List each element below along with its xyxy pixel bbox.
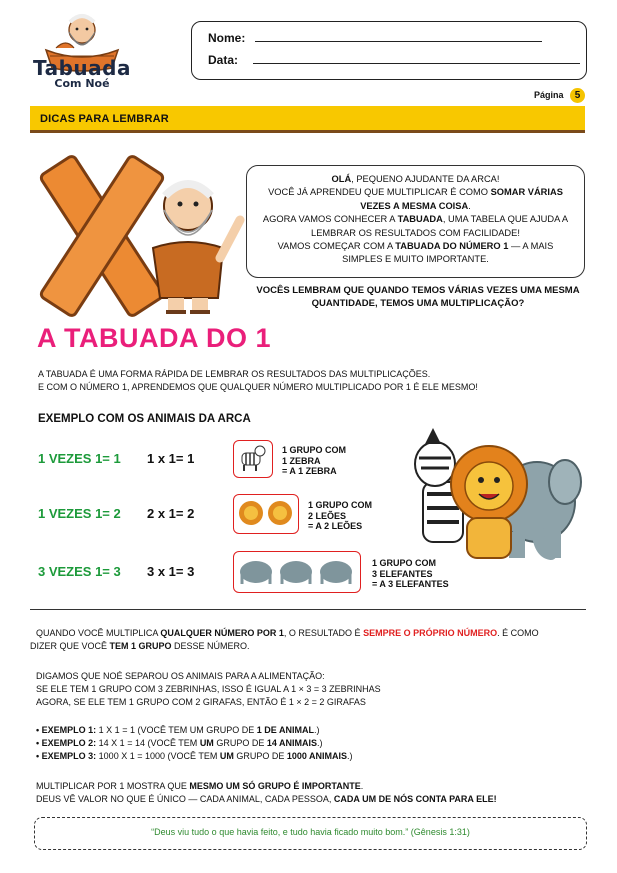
intro-line4-bold: TABUADA DO NÚMERO 1 [395,241,509,252]
story-paragraph [36,670,381,709]
row3-caption-3: = A 3 ELEFANTES [372,579,449,589]
intro-line4-a: VAMOS COMEÇAR COM A [277,241,396,252]
row2-caption-2: 2 LEÕES [308,510,347,521]
example-3-label: • EXEMPLO 3: [36,751,97,761]
rule2-a: DIZER QUE VOCÊ [30,641,110,651]
row3-caption-2: 3 ELEFANTES [372,568,433,579]
story-line1: DIGAMOS QUE NOÉ SEPAROU OS ANIMAIS PARA A ALIMENTAÇÃO: [36,671,325,681]
row2-caption-1: 1 GRUPO COM [308,500,373,510]
intro-line1: , PEQUENO AJUDANTE DA ARCA! [351,174,500,184]
rule-b: QUALQUER NÚMERO POR 1 [160,628,284,638]
intro-question: VOCÊS LEMBRAM QUE QUANDO TEMOS VÁRIAS VEZES UMA MESMA QUANTIDADE, TEMOS UMA MULTIPLICAÇÃO? [256,285,580,309]
row2-caption-3: = A 2 LEÕES [308,521,363,531]
example-3-mid: GRUPO DE [233,751,287,761]
closing2-bold: CADA UM DE NÓS CONTA PARA ELE! [333,794,497,804]
example-2-um: UM [199,738,214,748]
rule-paragraph-2 [30,640,250,653]
example-1-label: • EXEMPLO 1: [36,725,97,735]
story-line3: AGORA, SE ELE TEM 1 GRUPO COM 2 GIRAFAS, ENTÃO É 1 × 2 = 2 GIRAFAS [36,697,366,707]
section-bar [30,106,585,133]
row3-caption-1: 1 GRUPO COM [372,558,437,568]
row2-expression: 2 x 1= 2 [147,506,195,521]
lions-box [233,494,299,534]
story-line2: SE ELE TEM 1 GRUPO COM 3 ZEBRINHAS, ISSO É IGUAL A 1 × 3 = 3 ZEBRINHAS [36,684,381,694]
example-2-end: .) [317,738,323,748]
example-2-label: • EXEMPLO 2: [36,738,97,748]
elephants-icon [234,552,360,592]
example-2-bold: 14 ANIMAIS [266,738,318,748]
intro-line2-a: VOCÊ JÁ APRENDEU QUE MULTIPLICAR É COMO [268,187,491,198]
rule-highlight: SEMPRE O PRÓPRIO NÚMERO [363,628,498,638]
wooden-x-icon [39,155,164,318]
date-label: Data: [208,53,239,67]
row2-caption [308,500,372,532]
page-title: A TABUADA DO 1 [37,323,271,353]
name-field[interactable] [255,41,542,42]
zebra-icon [234,441,270,475]
intro-line2-end: . [468,200,471,211]
explain-line1: A TABUADA É UMA FORMA RÁPIDA DE LEMBRAR OS RESULTADOS DAS MULTIPLICAÇÕES. [38,369,431,379]
example-3-bold: 1000 ANIMAIS [286,751,348,761]
rule-paragraph [36,627,588,640]
closing1-bold: MESMO UM SÓ GRUPO É IMPORTANTE [189,781,361,791]
intro-line3-a: AGORA VAMOS CONHECER A [262,214,398,225]
rule2-b: TEM 1 GRUPO [109,641,172,651]
noah-character [153,182,240,312]
example-2-text: 14 X 1 = 14 (VOCÊ TEM [96,738,200,748]
example-3-text: 1000 X 1 = 1000 (VOCÊ TEM [96,751,220,761]
animals-group-illustration [405,422,583,564]
lions-icon [234,495,298,531]
row1-caption-1: 1 GRUPO COM [282,445,347,455]
rule-c: , O RESULTADO É [283,628,364,638]
divider [30,609,586,610]
row1-expression: 1 x 1= 1 [147,451,195,466]
noah-with-x-illustration [20,148,260,318]
example-3-end: .) [347,751,353,761]
closing2-a: DEUS VÊ VALOR NO QUE É ÚNICO — CADA ANIMAL, CADA PESSOA, [36,794,334,804]
zebra-box [233,440,273,478]
rule-e: . É COMO [497,628,539,638]
rule2-c: DESSE NÚMERO. [171,641,250,651]
example-3-um: UM [219,751,234,761]
intro-line4-end: — A MAIS SIMPLES E MUITO IMPORTANTE. [342,241,554,265]
example-1-text: 1 X 1 = 1 (VOCÊ TEM UM GRUPO DE [96,725,257,735]
rule-a: QUANDO VOCÊ MULTIPLICA [36,628,161,638]
example-3 [36,750,353,763]
name-label: Nome: [208,31,246,45]
logo-title: Tabuada [33,56,131,80]
example-title: EXEMPLO COM OS ANIMAIS DA ARCA [38,413,251,425]
closing1-a: MULTIPLICAR POR 1 MOSTRA QUE [36,781,190,791]
row1-caption-3: = A 1 ZEBRA [282,466,337,476]
row2-words: 1 VEZES 1= 2 [38,506,121,521]
intro-hello: OLÁ [331,174,352,184]
row1-caption-2: 1 ZEBRA [282,455,321,466]
explain-line2: E COM O NÚMERO 1, APRENDEMOS QUE QUALQUER NÚMERO MULTIPLICADO POR 1 É ELE MESMO! [38,382,478,392]
page-label: Página [534,90,564,100]
closing1-end: . [360,781,364,791]
intro-line2-bold: SOMAR VÁRIAS VEZES A MESMA COISA [360,187,563,211]
row3-expression: 3 x 1= 3 [147,564,195,579]
name-date-box [191,21,587,80]
example-1-bold: 1 DE ANIMAL [256,725,314,735]
example-1 [36,724,353,737]
intro-line3-end: , UMA TABELA QUE AJUDA A LEMBRAR OS RESULTADOS COM FACILIDADE! [311,214,569,238]
examples-list [36,724,353,763]
row1-caption [282,445,346,477]
intro-speech-box [246,165,585,278]
row3-words: 3 VEZES 1= 3 [38,564,121,579]
bible-verse: “Deus viu tudo o que havia feito, e tudo havia ficado muito bom.” (Gênesis 1:31) [151,827,470,837]
page-number: 5 [570,88,585,103]
section-bar-title: DICAS PARA LEMBRAR [40,113,169,125]
closing-paragraph [36,780,497,806]
date-field[interactable] [253,63,580,64]
elephants-box [233,551,361,593]
example-2 [36,737,353,750]
example-2-mid: GRUPO DE [213,738,267,748]
intro-line3-bold: TABUADA [397,214,443,225]
row1-words: 1 VEZES 1= 1 [38,451,121,466]
example-1-end: .) [313,725,320,735]
logo-subtitle: Com Noé [54,77,110,90]
